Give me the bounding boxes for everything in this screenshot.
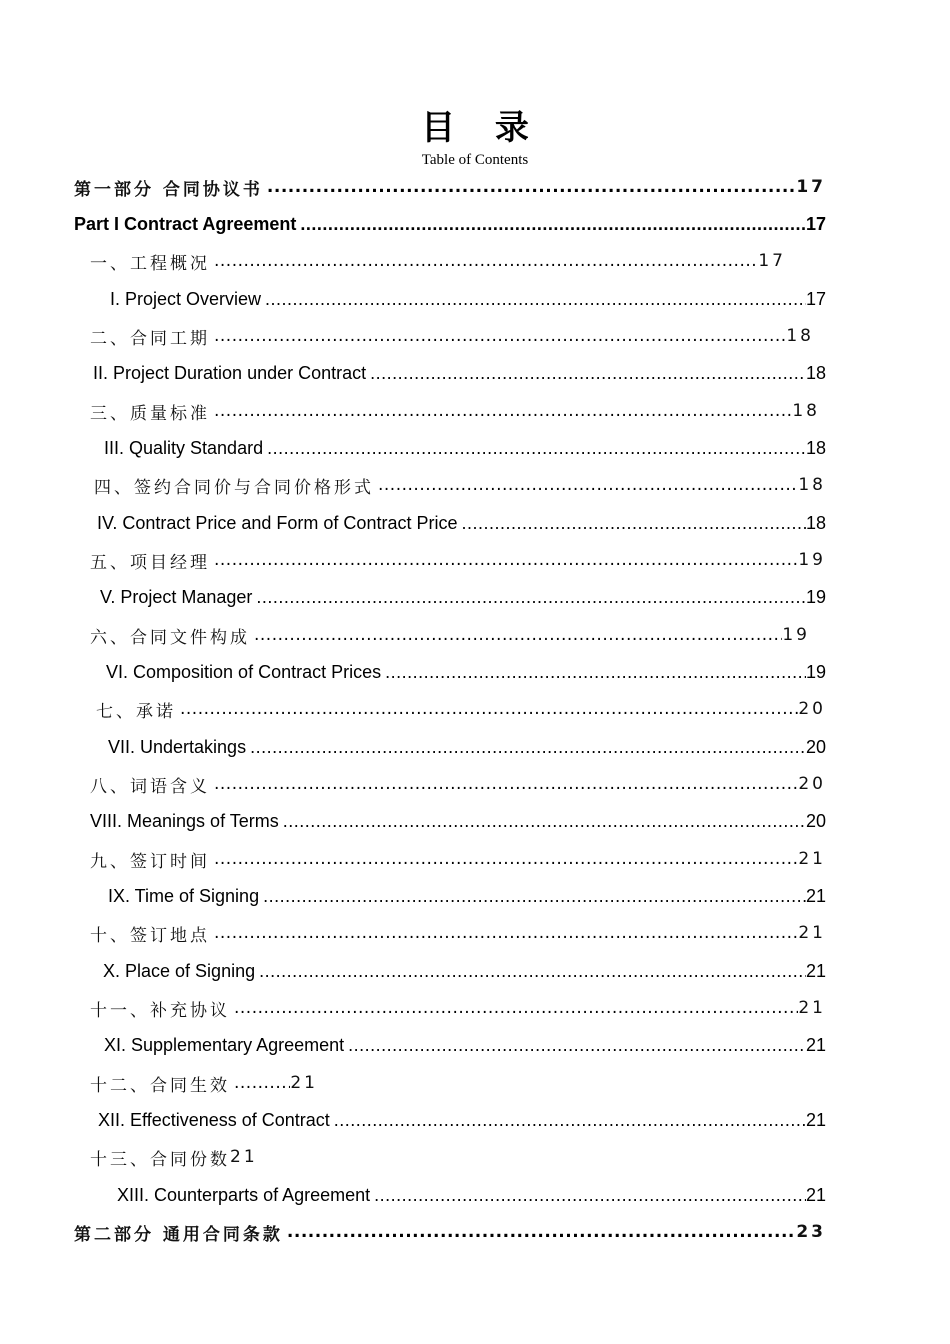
- toc-entry[interactable]: [90, 918, 826, 948]
- toc-entry-page: 19: [805, 586, 826, 607]
- toc-entry-page: 17: [805, 213, 826, 234]
- toc-entry-page: 20: [805, 810, 826, 831]
- toc-entry-page: 23: [796, 1222, 826, 1242]
- toc-entry-page: 17: [796, 177, 826, 197]
- toc-leader: [261, 289, 806, 310]
- toc-entry[interactable]: [90, 545, 826, 575]
- toc-entry-label: 十、签订地点: [90, 925, 210, 946]
- toc-entry[interactable]: [90, 769, 826, 799]
- toc-entry-label: 七、承诺: [96, 701, 176, 722]
- toc-entry-label: 十三、合同份数: [90, 1149, 230, 1170]
- toc-entry-page: 18: [805, 437, 826, 458]
- toc-entry[interactable]: [98, 1105, 826, 1135]
- toc-leader: [330, 1110, 806, 1131]
- toc-entry-page: 18: [805, 512, 826, 533]
- toc-leader: [210, 550, 798, 570]
- toc-entry[interactable]: [96, 694, 826, 724]
- toc-leader: [252, 587, 806, 608]
- toc-entry-label: VIII. Meanings of Terms: [90, 810, 279, 831]
- toc-entry[interactable]: [74, 1217, 826, 1247]
- toc-entry[interactable]: [90, 1068, 318, 1098]
- toc-leader: [210, 326, 786, 346]
- toc-entry-page: 21: [805, 885, 826, 906]
- toc-entry[interactable]: [110, 284, 826, 314]
- toc-entry[interactable]: [90, 993, 826, 1023]
- toc-entry-page: 18: [798, 475, 826, 495]
- toc-entry-label: 五、项目经理: [90, 552, 210, 573]
- toc-entry-label: 三、质量标准: [90, 403, 210, 424]
- toc-leader: [381, 662, 806, 683]
- toc-entry[interactable]: [74, 172, 826, 202]
- toc-entry[interactable]: [106, 657, 826, 687]
- toc-entry[interactable]: [103, 956, 826, 986]
- toc-entry-page: 17: [758, 251, 786, 271]
- toc-entry-page: 18: [786, 326, 814, 346]
- toc-entry[interactable]: [90, 620, 810, 650]
- toc-entry[interactable]: [90, 844, 826, 874]
- toc-entry[interactable]: [90, 321, 814, 351]
- toc-entry[interactable]: [93, 358, 826, 388]
- toc-entry-page: 20: [805, 736, 826, 757]
- toc-entry-label: IV. Contract Price and Form of Contract Price: [97, 512, 458, 533]
- toc-entry-label: 第一部分 合同协议书: [74, 179, 263, 200]
- toc-entry-label: VI. Composition of Contract Prices: [106, 661, 382, 682]
- toc-entry[interactable]: [94, 470, 826, 500]
- toc-entry-page: 21: [290, 1073, 318, 1093]
- toc-leader: [250, 625, 782, 645]
- toc-leader: [255, 961, 806, 982]
- toc-entry-label: IX. Time of Signing: [108, 885, 260, 906]
- toc-entry-label: 二、合同工期: [90, 328, 210, 349]
- toc-entry-page: 20: [798, 774, 826, 794]
- toc-leader: [210, 251, 758, 271]
- toc-leader: [279, 811, 806, 832]
- toc-entry-page: 18: [792, 401, 820, 421]
- toc-entry-page: 21: [230, 1147, 258, 1167]
- toc-entry-page: 17: [805, 288, 826, 309]
- toc-entry-label: II. Project Duration under Contract: [93, 362, 367, 383]
- toc-entry-page: 21: [805, 960, 826, 981]
- toc-entry[interactable]: [100, 582, 826, 612]
- toc-entry-page: 21: [798, 923, 826, 943]
- toc-entry-label: 十二、合同生效: [90, 1075, 230, 1096]
- toc-leader: [366, 363, 806, 384]
- toc-entry-page: 19: [782, 625, 810, 645]
- toc-entry-page: 21: [805, 1034, 826, 1055]
- toc-leader: [263, 438, 806, 459]
- toc-leader: [210, 923, 798, 943]
- toc-leader: [263, 177, 796, 197]
- toc-entry-label: 一、工程概况: [90, 253, 210, 274]
- toc-leader: [296, 214, 806, 235]
- toc-leader: [457, 513, 805, 534]
- toc-leader: [344, 1035, 806, 1056]
- toc-entry-label: I. Project Overview: [110, 288, 262, 309]
- toc-entry-label: VII. Undertakings: [108, 736, 247, 757]
- toc-entry-page: 21: [798, 998, 826, 1018]
- toc-leader: [246, 737, 806, 758]
- toc-entry[interactable]: [104, 1030, 826, 1060]
- toc-leader: [259, 886, 806, 907]
- toc-leader: [210, 401, 792, 421]
- toc-entry-label: 十一、补充协议: [90, 1000, 230, 1021]
- toc-leader: [370, 1185, 806, 1206]
- toc-entry-page: 18: [805, 362, 826, 383]
- toc-entry[interactable]: [90, 1142, 258, 1172]
- toc-entry-label: V. Project Manager: [100, 586, 253, 607]
- toc-leader: [230, 1073, 290, 1093]
- toc-entry[interactable]: [90, 396, 820, 426]
- toc-entry-page: 21: [805, 1184, 826, 1205]
- toc-entry-page: 21: [805, 1109, 826, 1130]
- toc-entry-label: XIII. Counterparts of Agreement: [117, 1184, 371, 1205]
- toc-leader: [210, 849, 798, 869]
- toc-entry-label: 四、签约合同价与合同价格形式: [94, 477, 374, 498]
- toc-entry-label: III. Quality Standard: [104, 437, 264, 458]
- toc-entry-label: 第二部分 通用合同条款: [74, 1224, 283, 1245]
- toc-entry[interactable]: [108, 732, 826, 762]
- toc-entry-page: 19: [798, 550, 826, 570]
- toc-entry[interactable]: [97, 508, 826, 538]
- page-subtitle: Table of Contents: [421, 152, 529, 168]
- toc-entry-label: XII. Effectiveness of Contract: [98, 1109, 330, 1130]
- toc-entry[interactable]: [74, 209, 826, 239]
- toc-entry[interactable]: [90, 806, 826, 836]
- toc-entry-label: 六、合同文件构成: [90, 627, 250, 648]
- toc-entry[interactable]: [108, 881, 826, 911]
- toc-entry-page: 21: [798, 849, 826, 869]
- toc-leader: [176, 699, 798, 719]
- toc-entry-page: 20: [798, 699, 826, 719]
- toc-entry-label: 八、词语含义: [90, 776, 210, 797]
- toc-entry-label: 九、签订时间: [90, 851, 210, 872]
- toc-entry[interactable]: [117, 1180, 826, 1210]
- toc-entry-label: XI. Supplementary Agreement: [104, 1034, 345, 1055]
- page-title: 目 录: [421, 108, 543, 148]
- toc-entry-label: Part I Contract Agreement: [74, 213, 297, 234]
- toc-entry-label: X. Place of Signing: [103, 960, 256, 981]
- toc-leader: [230, 998, 798, 1018]
- toc-leader: [283, 1222, 796, 1242]
- toc-leader: [374, 475, 798, 495]
- toc-entry-page: 19: [805, 661, 826, 682]
- toc-entry[interactable]: [90, 246, 786, 276]
- toc-leader: [210, 774, 798, 794]
- toc-entry[interactable]: [104, 433, 826, 463]
